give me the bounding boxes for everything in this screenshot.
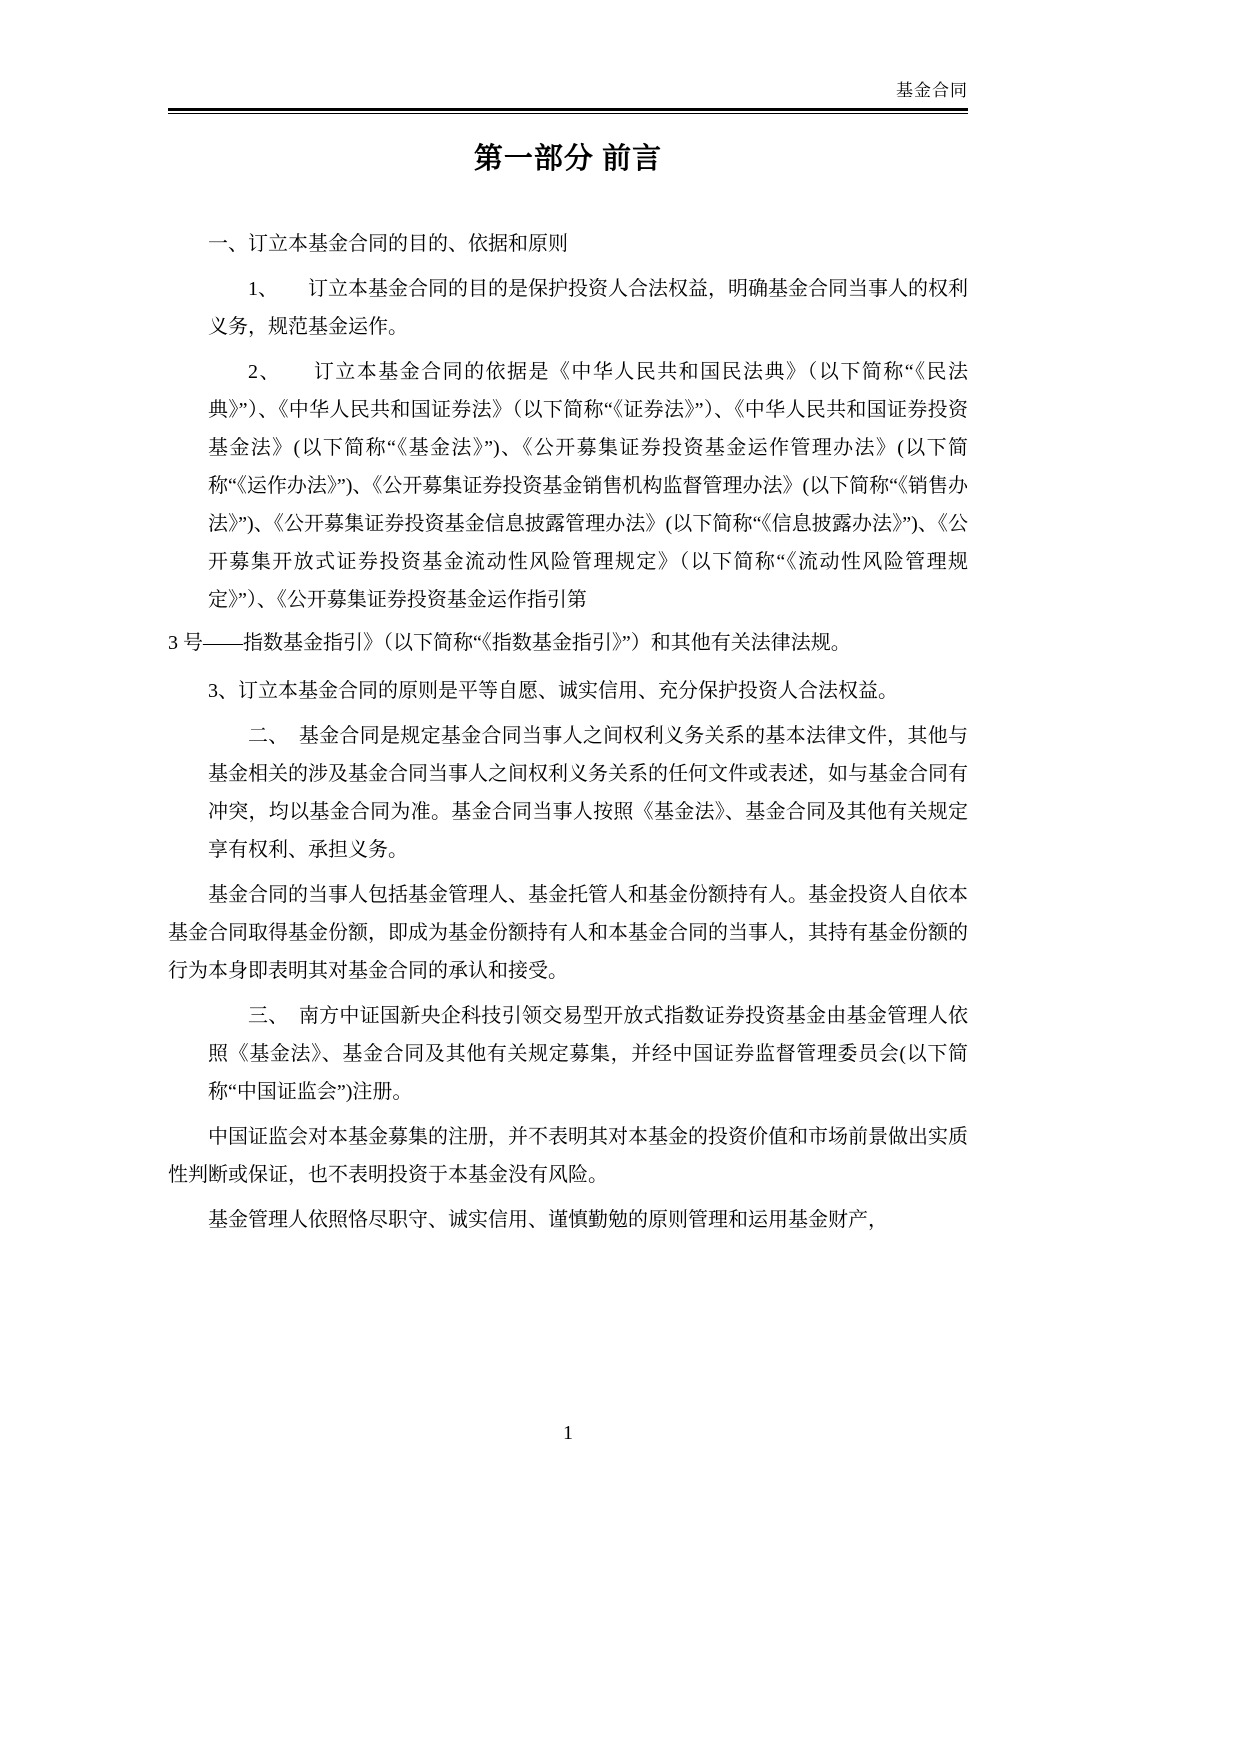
paragraph: 3、订立本基金合同的原则是平等自愿、诚实信用、充分保护投资人合法权益。	[208, 680, 898, 702]
paragraph: 中国证监会对本基金募集的注册，并不表明其对本基金的投资价值和市场前景做出实质性判断或保证，也不表明投资于本基金没有风险。	[168, 1126, 968, 1186]
page-title: 第一部分 前言	[473, 143, 663, 175]
paragraph: 3 号——指数基金指引》（以下简称“《指数基金指引》”）和其他有关法律法规。	[168, 632, 851, 654]
paragraph: 三、 南方中证国新央企科技引领交易型开放式指数证券投资基金由基金管理人依照《基金法》、基金合同及其他有关规定募集，并经中国证券监督管理委员会(以下简称“中国证监会”)注册。	[208, 1005, 968, 1103]
body-paragraphs	[168, 225, 968, 1239]
paragraph: 基金合同的当事人包括基金管理人、基金托管人和基金份额持有人。基金投资人自依本基金合同取得基金份额，即成为基金份额持有人和本基金合同的当事人，其持有基金份额的行为本身即表明其对基金合同的承认和接受。	[168, 884, 968, 982]
content-area	[168, 0, 968, 1246]
header-divider	[168, 108, 968, 114]
paragraph: 2、 订立本基金合同的依据是《中华人民共和国民法典》（以下简称“《民法典》”）、《中华人民共和国证券法》（以下简称“《证券法》”）、《中华人民共和国证券投资基金法》(以下简称“《基金法》”)、《公开募集证券投资基金运作管理办法》(以下简称“《运作办法》”)、《公开募集证券投资基金销售机构监督管理办法》(以下简称“《销售办法》”)、《公开募集证券投资基金信息披露管理办法》(以下简称“《信息披露办法》”)、《公开募集开放式证券投资基金流动性风险管理规定》（以下简称“《流动性风险管理规定》”）、《公开募集证券投资基金运作指引第	[208, 361, 968, 611]
paragraph: 二、 基金合同是规定基金合同当事人之间权利义务关系的基本法律文件，其他与基金相关的涉及基金合同当事人之间权利义务关系的任何文件或表述，如与基金合同有冲突，均以基金合同为准。基金合同当事人按照《基金法》、基金合同及其他有关规定享有权利、承担义务。	[208, 725, 968, 861]
page-number: 1	[563, 1422, 573, 1444]
paragraph: 一、订立本基金合同的目的、依据和原则	[208, 233, 568, 255]
paragraph: 基金管理人依照恪尽职守、诚实信用、谨慎勤勉的原则管理和运用基金财产，	[208, 1209, 888, 1231]
paragraph: 1、 订立本基金合同的目的是保护投资人合法权益，明确基金合同当事人的权利义务，规范基金运作。	[208, 278, 968, 338]
running-header: 基金合同	[896, 81, 968, 100]
